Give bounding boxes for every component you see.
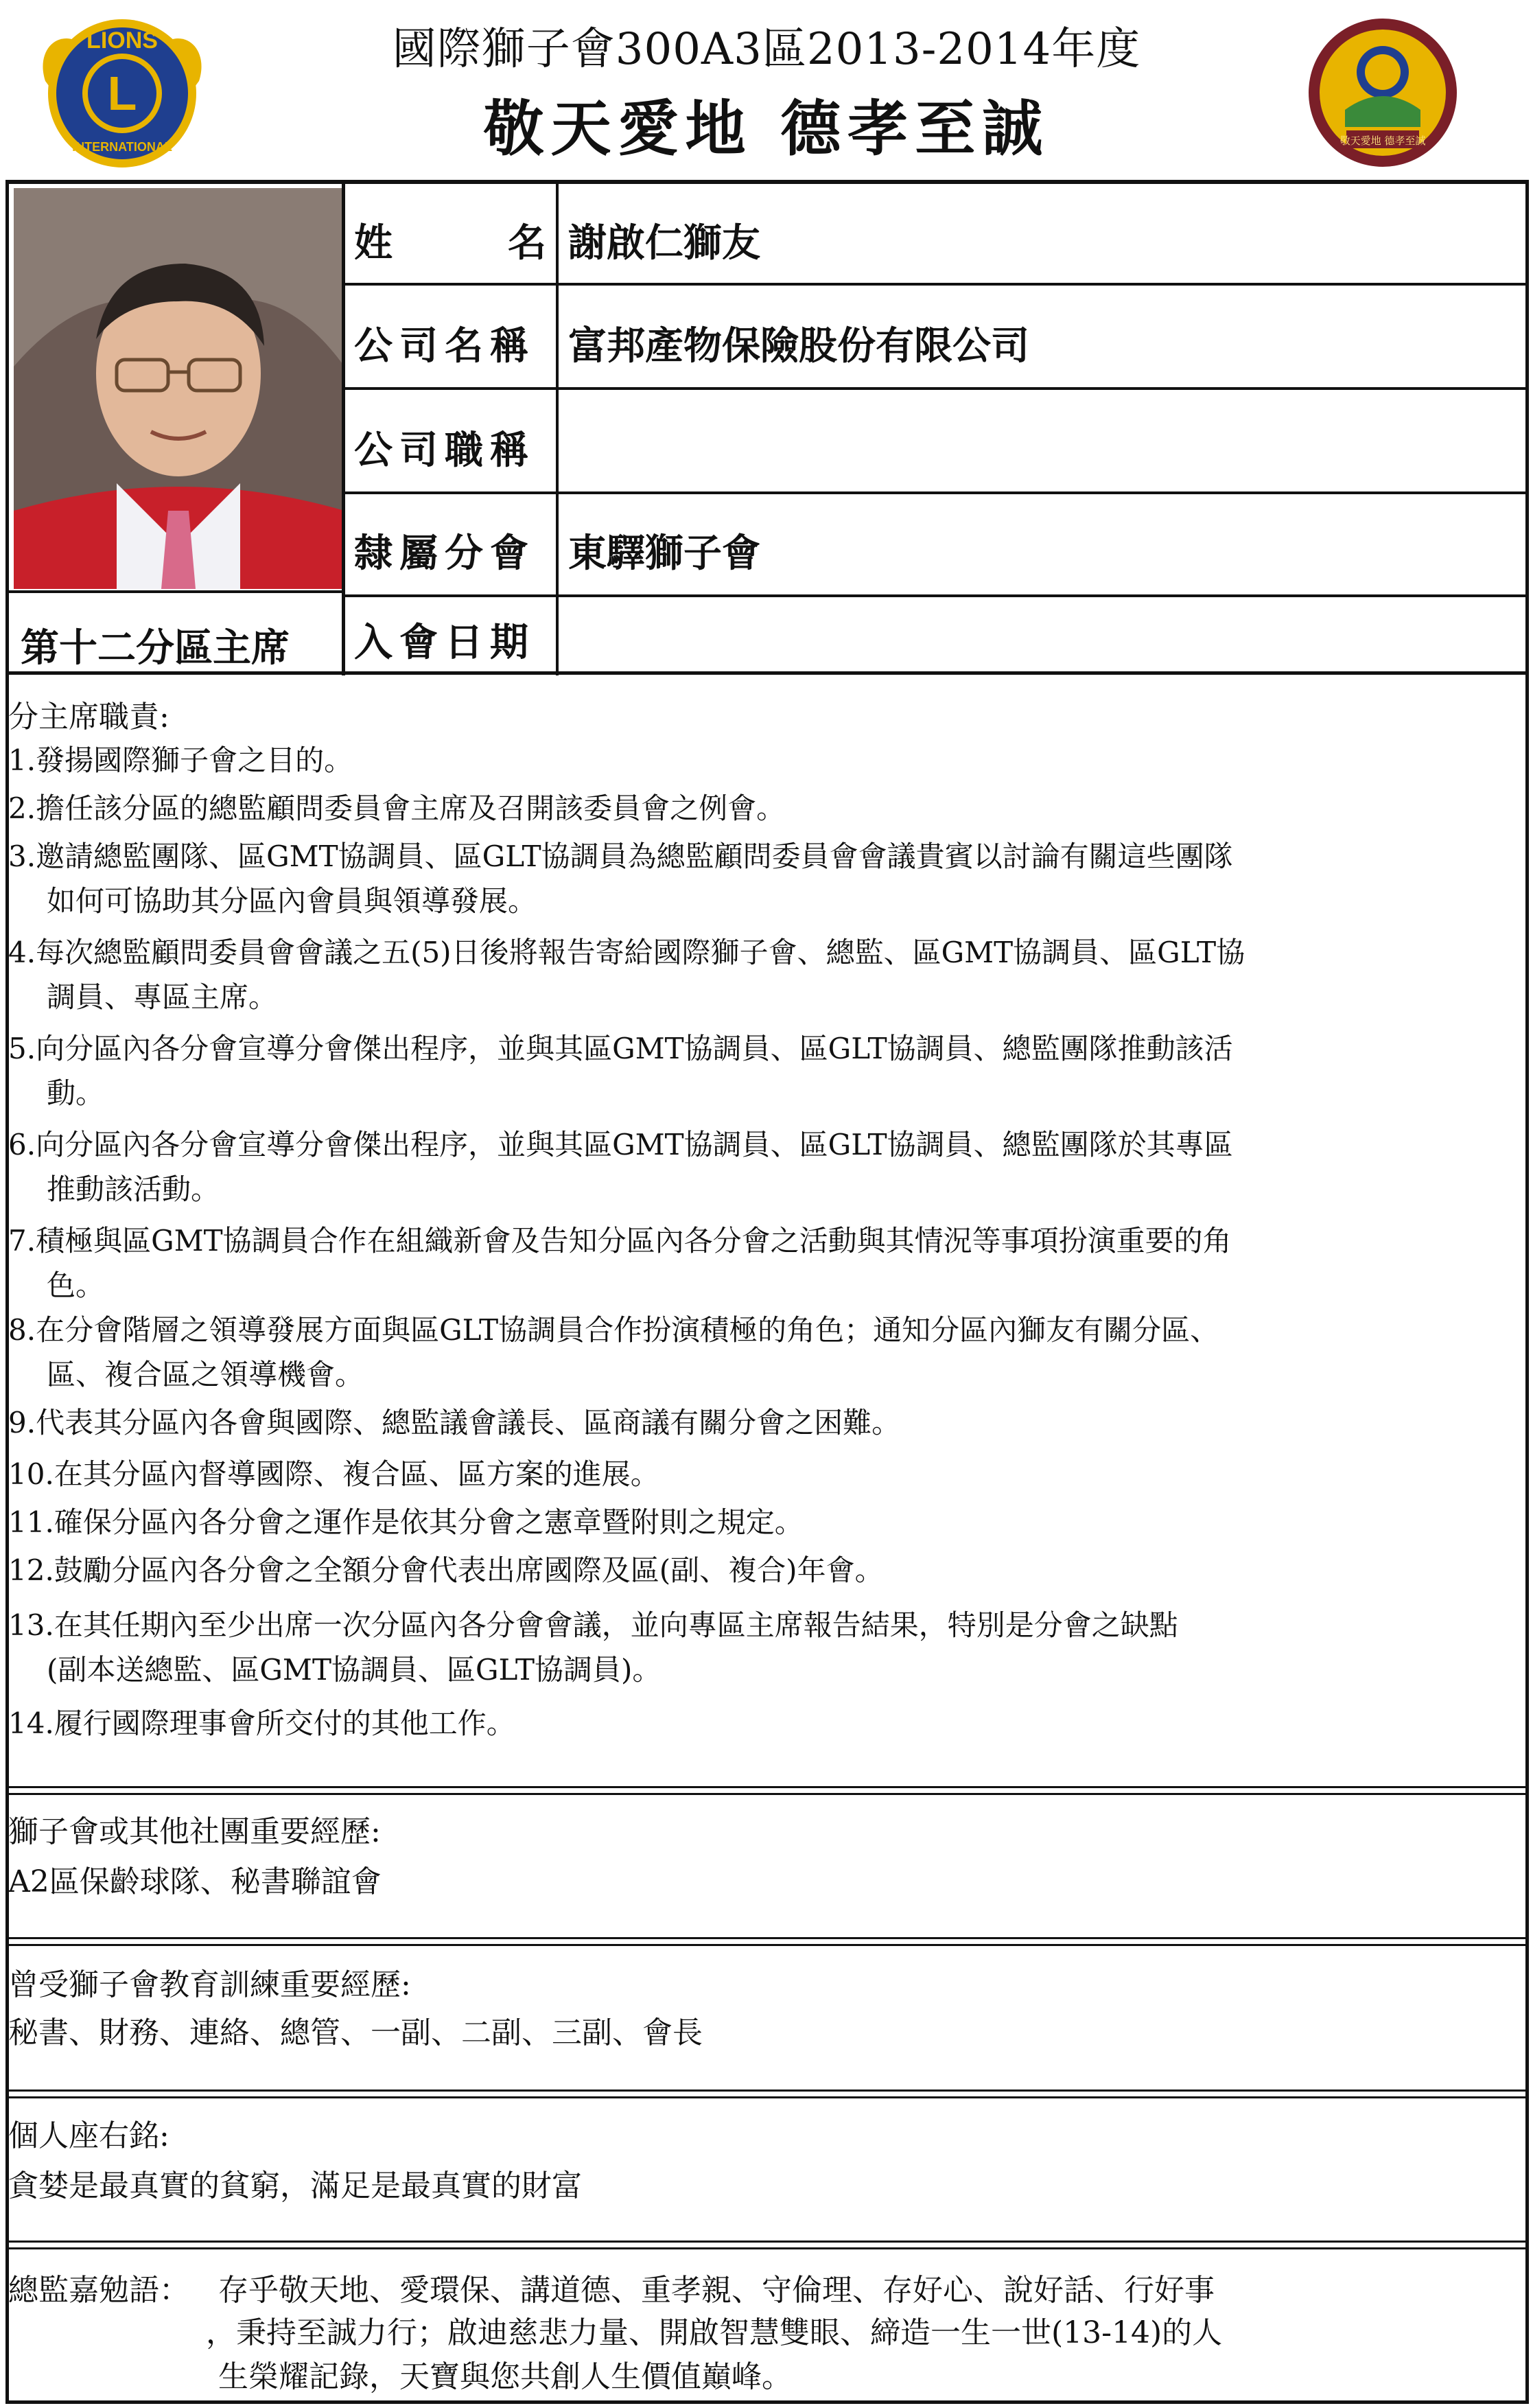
duty-line: 如何可協助其分區內會員與領導發展。 xyxy=(47,884,537,918)
lions-experience-title: 獅子會或其他社團重要經歷: xyxy=(8,1814,381,1849)
logo-letter: L xyxy=(107,67,137,120)
motto-body: 貪婪是最真實的貧窮，滿足是最真實的財富 xyxy=(8,2168,582,2203)
duty-line: 推動該活動。 xyxy=(47,1172,220,1206)
duty-line: 區、複合區之領導機會。 xyxy=(47,1358,364,1391)
duty-line: 13.在其任期內至少出席一次分區內各分會會議，並向專區主席報告結果，特別是分會之缺點 xyxy=(8,1608,1178,1642)
duties-title: 分主席職責: xyxy=(8,699,169,734)
name-value: 謝啟仁獅友 xyxy=(568,220,760,266)
duty-line: 動。 xyxy=(47,1076,105,1110)
position-caption: 第十二分區主席 xyxy=(21,625,290,671)
district-seal-icon xyxy=(1304,7,1462,178)
motto-title: 個人座右銘: xyxy=(8,2118,169,2153)
duty-line: 調員、專區主席。 xyxy=(47,980,278,1014)
training-experience-body: 秘書、財務、連絡、總管、一副、二副、三副、會長 xyxy=(8,2015,703,2050)
duty-line: 色。 xyxy=(47,1269,105,1302)
company-name-label: 公司名稱 xyxy=(354,323,535,369)
member-photo xyxy=(14,188,344,589)
duty-line: 5.向分區內各分會宣導分會傑出程序，並與其區GMT協調員、區GLT協調員、總監團隊推動該活 xyxy=(8,1032,1233,1065)
duty-line: 1.發揚國際獅子會之目的。 xyxy=(8,743,353,777)
training-experience-title: 曾受獅子會教育訓練重要經歷: xyxy=(8,1967,411,2002)
header-title-line2: 敬天愛地 德孝至誠 xyxy=(483,93,1050,164)
header-title-line1: 國際獅子會300A3區2013-2014年度 xyxy=(392,24,1141,75)
governor-note-line: 存乎敬天地、愛環保、講道德、重孝親、守倫理、存好心、說好話、行好事 xyxy=(218,2273,1215,2308)
duty-line: 12.鼓勵分區內各分會之全額分會代表出席國際及區(副、複合)年會。 xyxy=(8,1553,884,1587)
duty-line: 11.確保分區內各分會之運作是依其分會之憲章暨附則之規定。 xyxy=(8,1505,804,1539)
logo-bottom-text: INTERNATIONAL xyxy=(72,140,172,154)
lions-experience-body: A2區保齡球隊、秘書聯誼會 xyxy=(8,1864,382,1899)
join-date-label: 入會日期 xyxy=(354,620,535,665)
logo-top-text: LIONS xyxy=(86,27,158,54)
duty-line: 7.積極與區GMT協調員合作在組織新會及告知分區內各分會之活動與其情況等事項扮演重要的角 xyxy=(8,1224,1232,1258)
duty-line: 14.履行國際理事會所交付的其他工作。 xyxy=(8,1706,515,1740)
portrait-icon xyxy=(14,188,344,589)
duty-line: 8.在分會階層之領導發展方面與區GLT協調員合作扮演積極的角色；通知分區內獅友有關分區、 xyxy=(8,1313,1219,1347)
governor-note-line: 生榮耀記錄，天寶與您共創人生價值巔峰。 xyxy=(218,2359,792,2394)
name-label: 姓 名 xyxy=(354,220,546,266)
right-logo xyxy=(1304,7,1462,178)
club-label: 隸屬分會 xyxy=(354,531,535,576)
duty-line: 6.向分區內各分會宣導分會傑出程序，並與其區GMT協調員、區GLT協調員、總監團隊於其專區 xyxy=(8,1128,1233,1161)
seal-caption: 敬天愛地 德孝至誠 xyxy=(1339,135,1426,147)
duty-line: 3.邀請總監團隊、區GMT協調員、區GLT協調員為總監顧問委員會會議貴賓以討論有關這些團隊 xyxy=(8,840,1233,873)
governor-note-label: 總監嘉勉語： xyxy=(8,2273,189,2308)
duty-line: 2.擔任該分區的總監顧問委員會主席及召開該委員會之例會。 xyxy=(8,791,786,825)
duty-line: 9.代表其分區內各會與國際、總監議會議長、區商議有關分會之困難。 xyxy=(8,1406,901,1439)
governor-note-line: ，秉持至誠力行；啟迪慈悲力量、開啟智慧雙眼、締造一生一世(13-14)的人 xyxy=(206,2315,1223,2350)
company-name-value: 富邦產物保險股份有限公司 xyxy=(568,323,1029,369)
duty-line: (副本送總監、區GMT協調員、區GLT協調員)。 xyxy=(47,1653,662,1687)
duty-line: 4.每次總監顧問委員會會議之五(5)日後將報告寄給國際獅子會、總監、區GMT協調員、區GLT協 xyxy=(8,936,1245,969)
job-title-label: 公司職稱 xyxy=(354,428,535,473)
club-value: 東驛獅子會 xyxy=(568,531,760,576)
duty-line: 10.在其分區內督導國際、複合區、區方案的進展。 xyxy=(8,1457,659,1491)
